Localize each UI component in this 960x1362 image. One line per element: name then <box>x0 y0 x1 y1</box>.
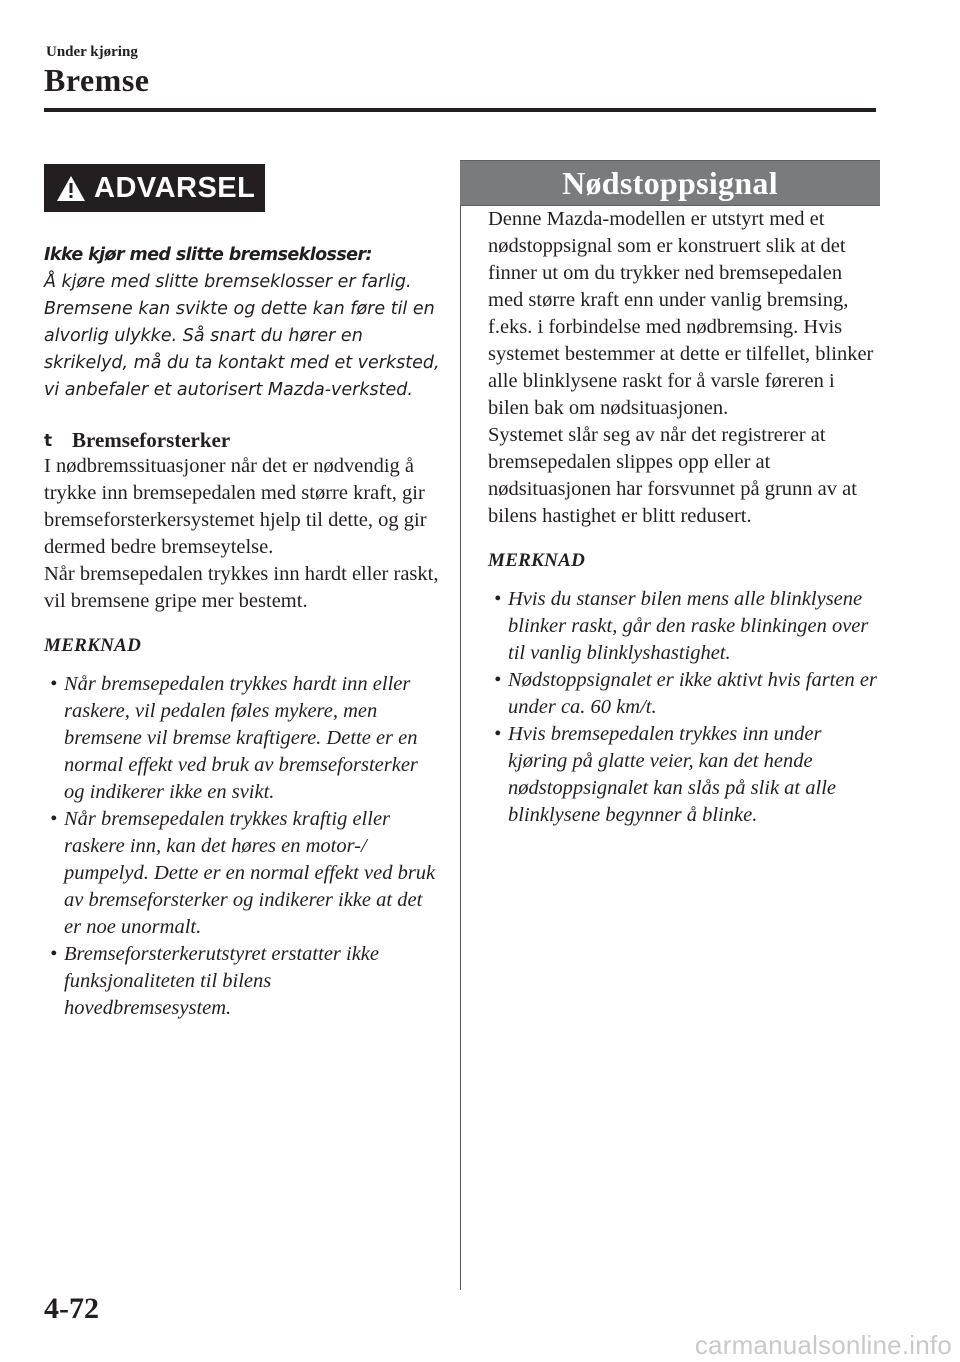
note-item <box>488 667 878 721</box>
bullet: • <box>494 588 502 610</box>
column-divider <box>460 160 461 1290</box>
note-text: Bremseforsterkerutstyret erstatter ikke funksjonaliteten til bilens hovedbremsesystem. <box>64 943 380 1019</box>
paragraph: Denne Mazda-modellen er utstyrt med et nødstoppsignal som er konstruert slik at det finner ut om du trykker ned bremsepedalen med større kraft enn under vanlig bremsing, f.eks. i forbindelse med nødbremsing. Hvis systemet bestemmer at dette er tilfellet, blinker alle blinklysene raskt for å varsle føreren i bilen bak om nødsituasjonen. <box>488 208 874 419</box>
note-text: Hvis bremsepedalen trykkes inn under kjøring på glatte veier, kan det hende nødstoppsignalet kan slås på slik at alle blinklysene begynner å blinke. <box>508 723 836 826</box>
paragraph: Systemet slår seg av når det registrerer at bremsepedalen slippes opp eller at nødsituasjonen har forsvunnet på grunn av at bilens hastighet er blitt redusert. <box>488 424 857 527</box>
bullet: • <box>50 673 58 695</box>
watermark: carmanualsonline.info <box>694 1330 952 1360</box>
subheading-marker: t <box>44 430 53 451</box>
note-text: Hvis du stanser bilen mens alle blinklysene blinker raskt, går den raske blinkingen over til vanlig blinklyshastighet. <box>508 588 869 664</box>
paragraph: I nødbremssituasjoner når det er nødvendig å trykke inn bremsepedalen med større kraft, gir bremseforsterkersystemet hjelp til dette, og gir dermed bedre bremseytelse. <box>44 455 427 558</box>
note-label: MERKNAD <box>488 550 586 571</box>
warning-text <box>44 242 440 404</box>
note-label: MERKNAD <box>44 635 142 656</box>
warning-body: Å kjøre med slitte bremseklosser er farlig. Bremsene kan svikte og dette kan føre til en alvorlig ulykke. Så snart du hører en skrikelyd, må du ta kontakt med et verksted, vi anbefaler et autorisert Mazda-verksted. <box>44 272 440 400</box>
header-section-label: Under kjøring <box>46 44 138 60</box>
subheading-label: Bremseforsterker <box>72 428 231 452</box>
right-column <box>488 160 878 829</box>
bullet: • <box>494 723 502 745</box>
warning-triangle-icon <box>56 175 86 202</box>
note-text: Nødstoppsignalet er ikke aktivt hvis farten er under ca. 60 km/t. <box>508 669 877 718</box>
bullet: • <box>50 808 58 830</box>
header-rule <box>44 108 876 112</box>
note-item <box>44 806 440 941</box>
note-item <box>488 586 878 667</box>
bullet: • <box>494 669 502 691</box>
note-list <box>44 671 440 1022</box>
note-item <box>44 941 440 1022</box>
note-item <box>488 721 878 829</box>
paragraph: Når bremsepedalen trykkes inn hardt eller raskt, vil bremsene gripe mer bestemt. <box>44 563 439 612</box>
note-text: Når bremsepedalen trykkes kraftig eller raskere inn, kan det høres en motor-/ pumpelyd. Dette er en normal effekt ved bruk av bremseforsterker og indikerer ikke at det er noe unormalt. <box>64 808 436 938</box>
left-column <box>44 160 440 1022</box>
note-list <box>488 586 878 829</box>
page-number: 4-72 <box>44 1292 99 1325</box>
subheading-bremseforsterker <box>44 428 440 453</box>
note-item <box>44 671 440 806</box>
page-title: Bremse <box>44 62 150 98</box>
note-text: Når bremsepedalen trykkes hardt inn eller raskere, vil pedalen føles mykere, men bremsene vil bremse kraftigere. Dette er en normal effekt ved bruk av bremseforsterker og indikerer ikke en svikt. <box>64 673 418 803</box>
warning-title: Ikke kjør med slitte bremseklosser: <box>44 245 372 265</box>
warning-badge <box>44 164 265 212</box>
bullet: • <box>50 943 58 965</box>
warning-badge-label: ADVARSEL <box>94 171 256 204</box>
section-banner: Nødstoppsignal <box>460 160 880 206</box>
